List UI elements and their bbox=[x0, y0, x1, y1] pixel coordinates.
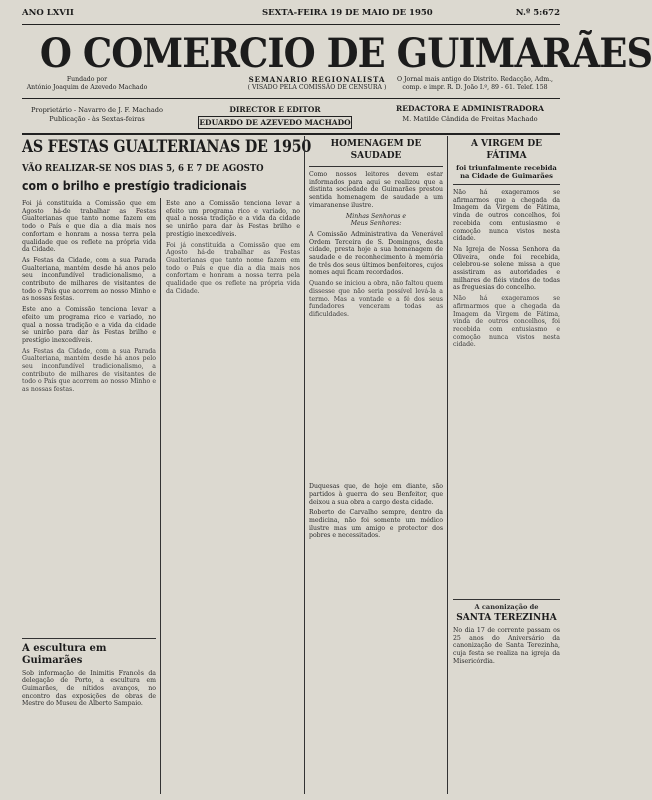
director-title: DIRECTOR E EDITOR bbox=[229, 105, 321, 114]
divider bbox=[22, 24, 560, 25]
article-paragraph: Roberto de Carvalho sempre, dentro da medicina, não foi somente um médico ilustre mas um amigo e protector dos pobres e necessitados. bbox=[309, 509, 443, 540]
divider bbox=[22, 638, 156, 639]
masthead-subinfo bbox=[22, 76, 560, 96]
director-name: EDUARDO DE AZEVEDO MACHADO bbox=[199, 118, 351, 127]
column-rule bbox=[160, 198, 161, 794]
top-info-line bbox=[22, 8, 560, 22]
article-paragraph: Não há exageramos se afirmarmos que a chegada da Imagem da Virgem de Fátima, vinda de outros concelhos, foi recebida com entusiasmo e comoção nunca vistos nesta cidade. bbox=[453, 189, 560, 243]
founder-info bbox=[22, 76, 152, 92]
founder-name: António Joaquim de Azevedo Machado bbox=[26, 84, 148, 91]
article-paragraph: Como nossos leitores devem estar informados para aqui se realizou que a distinta sociedade de Guimarães prestou sentida homenagem de saudade a um vimaranense ilustre. bbox=[309, 171, 443, 209]
founded-label: Fundado por bbox=[66, 76, 108, 83]
fatima-subtitle: foi triunfalmente recebida na Cidade de Guimarães bbox=[456, 164, 557, 180]
oldest-line-2: comp. e impr. R. D. João I.º, 89 - 61. Telef. 158 bbox=[402, 84, 548, 91]
owner: Proprietário - Navarro de J. F. Machado bbox=[31, 106, 163, 114]
article-continuation: Não há exageramos se afirmarmos que a chegada da Imagem da Virgem de Fátima, vinda de outros concelhos, foi recebida com entusiasmo e comoção nunca vistos nesta cidade. bbox=[453, 295, 560, 349]
volume-year: ANO LXVII bbox=[22, 8, 74, 18]
salutation-1: Minhas Senhoras e bbox=[345, 212, 407, 220]
article-paragraph: As Festas da Cidade, com a sua Parada Gualteriana, mantém desde há anos pelo seu inconfundível tradicionalismo, a contributo de milhares de visitantes de todo o País que acorrem ao nosso Minho e as nossas festas. bbox=[22, 256, 156, 303]
article-continuation: Foi já constituída a Comissão que em Agosto há-de trabalhar as Festas Gualterianas que tanto nome fazem em todo o País e que dia a dia mais nos confortam e honram a nossa terra pela qualidade que os reflete na própria vida da Cidade. bbox=[166, 241, 300, 295]
divider bbox=[22, 98, 560, 99]
column-1 bbox=[22, 200, 156, 794]
admin-name: M. Matilde Cândida de Freitas Machado bbox=[402, 115, 538, 123]
type-sub: ( VISADO PELA COMISSÃO DE CENSURA ) bbox=[247, 84, 387, 91]
lead-subhead-2: com o brilho e prestígio tradicionais bbox=[22, 178, 247, 193]
issue-number: N.º 5:672 bbox=[515, 8, 560, 18]
article-paragraph: Duquesas que, de hoje em diante, são partidos à guerra do seu Benfeitor, que deixou a sua obra a cargo desta cidade. bbox=[309, 483, 443, 506]
canonization-section: A canonização de bbox=[474, 603, 539, 612]
newspaper-type bbox=[242, 76, 392, 92]
column-rule bbox=[304, 136, 305, 794]
divider bbox=[453, 599, 560, 600]
article-paragraph: A Comissão Administrativa da Venerável Ordem Terceira de S. Domingos, desta cidade, presta hoje a sua homenagem de saudade e de reconhecimento à memória de três dos seus últimos benfeitores, cujos nomes aqui ficam recordados. bbox=[309, 230, 443, 277]
homenagem-title: HOMENAGEM DE SAUDADE bbox=[330, 139, 422, 161]
masthead-title: O COMERCIO DE GUIMARÃES bbox=[39, 30, 652, 77]
column-4 bbox=[453, 138, 560, 794]
type-label: SEMANARIO REGIONALISTA bbox=[248, 75, 386, 84]
divider bbox=[309, 166, 443, 167]
issue-date: SEXTA-FEIRA 19 DE MAIO DE 1950 bbox=[262, 8, 433, 18]
oldest-line-1: O Jornal mais antigo do Distrito. Redacção, Adm., bbox=[397, 76, 553, 83]
publication-schedule: Publicação - às Sextas-feiras bbox=[49, 115, 145, 123]
admin-title: REDACTORA E ADMINISTRADORA bbox=[396, 104, 544, 113]
article-paragraph: Sob informação de Inimitis Francês da delegação de Porto, a escultura em Guimarães, de nítidos avanços, no encontro das exposições de obras de Mestre do Museu de Alberto Sampaio. bbox=[22, 669, 156, 708]
oldest-notice bbox=[390, 76, 560, 92]
column-rule bbox=[447, 136, 448, 794]
article-paragraph: Este ano a Comissão tenciona levar a efeito um programa rico e variado, no qual a nossa tradição e a vida da cidade se unirão para dar às Festas brilho e prestígio inexcedíveis. bbox=[22, 306, 156, 344]
salutation-2: Meus Senhores: bbox=[350, 220, 402, 228]
owner-info bbox=[22, 106, 172, 124]
canonization-title: SANTA TEREZINHA bbox=[456, 612, 557, 623]
fatima-title: A VIRGEM DE FÁTIMA bbox=[470, 139, 543, 161]
article-paragraph: Na Igreja de Nossa Senhora da Oliveira, onde foi recebida, celebrou-se solene missa a que assistiram as autoridades e milhares de fiéis vindos de todas as freguesias do concelho. bbox=[453, 245, 560, 292]
director-box bbox=[198, 104, 352, 129]
divider bbox=[22, 133, 560, 135]
article-continuation: As Festas da Cidade, com a sua Parada Gualteriana, mantém desde há anos pelo seu inconfundível tradicionalismo, a contributo de milhares de visitantes de todo o País que acorrem ao nosso Minho e as nossas festas. bbox=[22, 347, 156, 394]
lead-headline: AS FESTAS GUALTERIANAS DE 1950 bbox=[22, 137, 312, 157]
column-2 bbox=[309, 138, 443, 794]
column-1b bbox=[166, 200, 300, 794]
lead-headline-block bbox=[22, 137, 312, 198]
article-continuation: Quando se iniciou a obra, não faltou quem dissesse que não seria possível levá-la a termo. Mas a vontade e a fé dos seus fundadores venceram todas as dificuldades. bbox=[309, 280, 443, 318]
article-paragraph: No dia 17 de corrente passam os 25 anos do Aniversário da canonização de Santa Terezinha, cuja festa se realiza na igreja da Misericórdia. bbox=[453, 626, 560, 665]
staff-row bbox=[22, 104, 560, 130]
article-paragraph: Este ano a Comissão tenciona levar a efeito um programa rico e variado, no qual a nossa tradição e a vida da cidade se unirão para dar às Festas brilho e prestígio inexcedíveis. bbox=[166, 200, 300, 238]
divider bbox=[453, 184, 560, 185]
article-paragraph: Foi já constituída a Comissão que em Agosto há-de trabalhar as Festas Gualterianas que tanto nome fazem em todo o País e que dia a dia mais nos confortam e honram a nossa terra pela qualidade que os reflete na própria vida da Cidade. bbox=[22, 200, 156, 254]
section-heading: A escultura em Guimarães bbox=[22, 642, 107, 666]
lead-subhead: VÃO REALIZAR-SE NOS DIAS 5, 6 E 7 DE AGOSTO bbox=[22, 163, 264, 174]
admin-box bbox=[380, 104, 560, 124]
